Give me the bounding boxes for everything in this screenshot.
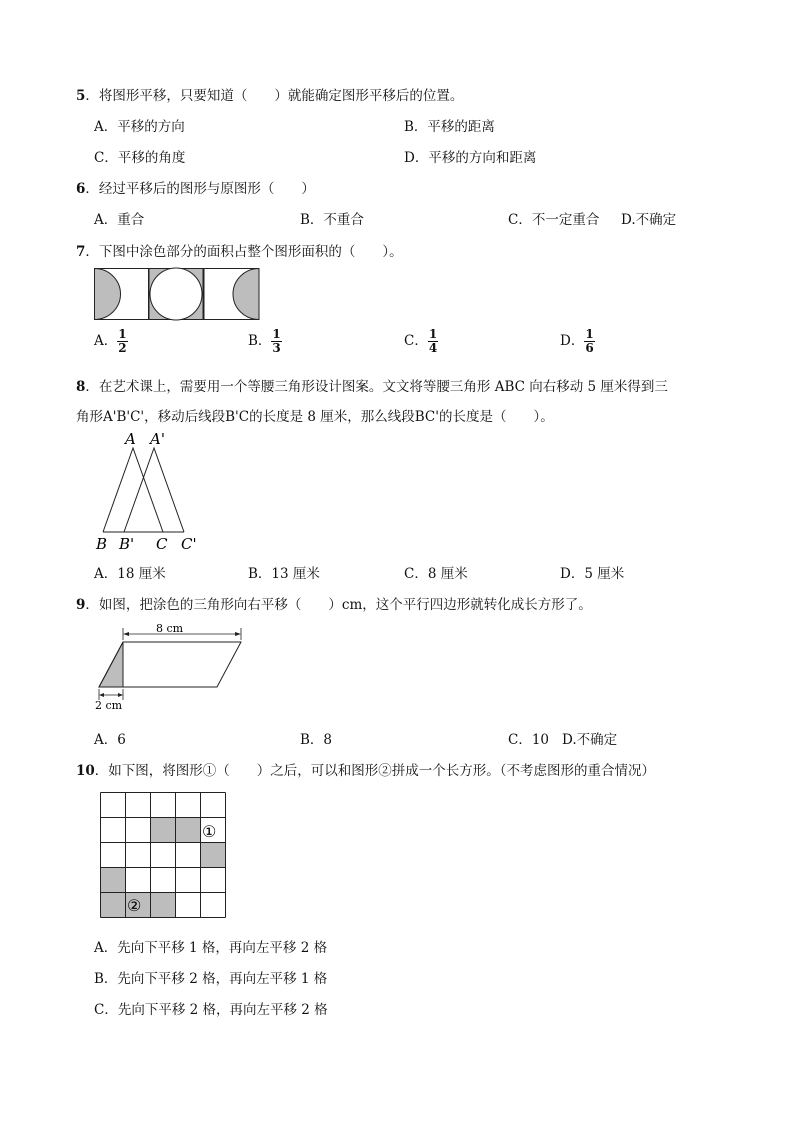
q5-text: ．将图形平移，只要知道（ ）就能确定图形平移后的位置。 — [85, 88, 464, 104]
q9-option-d[interactable]: D.不确定 — [562, 732, 618, 748]
q8-label-a: A — [125, 430, 136, 448]
q5-option-b[interactable]: B．平移的距离 — [404, 119, 495, 135]
q5-number: 5 — [76, 88, 86, 104]
q10-option-c[interactable]: C．先向下平移 2 格，再向左平移 2 格 — [94, 1002, 328, 1018]
q6-option-d[interactable]: D.不确定 — [621, 212, 677, 228]
q8-label-c-prime: C' — [181, 535, 197, 553]
q8-label-c: C — [156, 535, 168, 553]
q7-number: 7 — [76, 244, 86, 260]
q9-bottom-label: 2 cm — [95, 699, 123, 712]
q7-option-b[interactable] — [248, 328, 282, 355]
q10-shaded-cell — [201, 843, 226, 868]
q7-option-c[interactable] — [404, 328, 438, 355]
q10-shape1-mark: ① — [202, 822, 217, 841]
q10-number: 10 — [76, 763, 95, 779]
q10-stem — [76, 759, 655, 779]
q8-figure — [94, 430, 214, 552]
q8-stem-line1 — [76, 375, 668, 395]
q7-option-c-letter: C． — [404, 333, 428, 349]
q8-option-a[interactable]: A．18 厘米 — [94, 566, 166, 582]
q8-label-a-prime: A' — [150, 430, 165, 448]
q10-shaded-cell — [151, 818, 176, 843]
q10-option-b[interactable]: B．先向下平移 2 格，再向左平移 1 格 — [94, 971, 328, 987]
q7-option-a-letter: A． — [94, 333, 118, 349]
q9-stem — [76, 593, 592, 613]
q7-fraction-d-den: 6 — [585, 341, 594, 355]
q9-option-a[interactable]: A．6 — [94, 732, 126, 748]
q7-option-d[interactable] — [560, 328, 595, 355]
q7-fraction-d-num: 1 — [585, 327, 594, 341]
q5-stem — [76, 84, 463, 104]
q10-shaded-cell — [101, 893, 126, 918]
q7-figure — [94, 268, 260, 320]
q7-text: ．下图中涂色部分的面积占整个图形面积的（ ）。 — [85, 244, 403, 260]
q10-shape2-mark: ② — [127, 896, 142, 915]
q10-shaded-cell — [151, 893, 176, 918]
q7-option-d-letter: D． — [560, 333, 585, 349]
q9-top-label: 8 cm — [156, 622, 184, 635]
q7-stem — [76, 240, 403, 260]
q7-fraction-c-num: 1 — [428, 327, 438, 341]
q6-option-c[interactable]: C．不一定重合 — [508, 212, 600, 228]
q7-fraction-b — [271, 328, 281, 355]
q10-shaded-cell — [176, 818, 201, 843]
q5-option-a[interactable]: A．平移的方向 — [94, 119, 185, 135]
q9-text: ．如图，把涂色的三角形向右平移（ ）cm，这个平行四边形就转化成长方形了。 — [85, 597, 592, 613]
q10-shaded-cell — [101, 868, 126, 893]
q10-grid-figure — [100, 792, 226, 918]
q6-option-a[interactable]: A．重合 — [94, 212, 145, 228]
q8-number: 8 — [76, 379, 86, 395]
q8-label-b: B — [96, 535, 108, 553]
q10-text: ．如下图，将图形①（ ）之后，可以和图形②拼成一个长方形。（不考虑图形的重合情况） — [94, 763, 656, 779]
q6-stem — [76, 177, 315, 197]
q7-fraction-a-num: 1 — [118, 327, 127, 341]
q5-option-c[interactable]: C．平移的角度 — [94, 150, 186, 166]
q7-fraction-c — [428, 328, 438, 355]
q9-option-b[interactable]: B．8 — [300, 732, 333, 748]
q10-option-a[interactable]: A．先向下平移 1 格，再向左平移 2 格 — [94, 940, 328, 956]
q7-fraction-a-den: 2 — [118, 341, 127, 355]
q9-option-c[interactable]: C．10 — [508, 732, 550, 748]
q7-fraction-c-den: 4 — [428, 341, 438, 355]
q7-fraction-b-den: 3 — [272, 341, 281, 355]
q8-option-d[interactable]: D．5 厘米 — [560, 566, 625, 582]
q8-text-line1: ．在艺术课上，需要用一个等腰三角形设计图案。文文将等腰三角形 ABC 向右移动 5 厘米得到三 — [85, 379, 668, 395]
q7-option-a[interactable] — [94, 328, 128, 355]
q8-option-b[interactable]: B．13 厘米 — [248, 566, 320, 582]
q7-fraction-d — [584, 328, 594, 355]
q6-number: 6 — [76, 181, 86, 197]
q8-stem-line2: 角形A'B'C'，移动后线段B'C的长度是 8 厘米，那么线段BC'的长度是（ ）。 — [76, 409, 554, 425]
q9-figure — [94, 624, 244, 712]
q8-label-b-prime: B' — [119, 535, 135, 553]
q6-option-b[interactable]: B．不重合 — [300, 212, 364, 228]
q9-number: 9 — [76, 597, 86, 613]
q7-fraction-b-num: 1 — [272, 327, 281, 341]
q7-fraction-a — [117, 328, 127, 355]
q6-text: ．经过平移后的图形与原图形（ ） — [85, 181, 315, 197]
q5-option-d[interactable]: D．平移的方向和距离 — [404, 150, 537, 166]
q7-option-b-letter: B． — [248, 333, 272, 349]
q8-option-c[interactable]: C．8 厘米 — [404, 566, 468, 582]
